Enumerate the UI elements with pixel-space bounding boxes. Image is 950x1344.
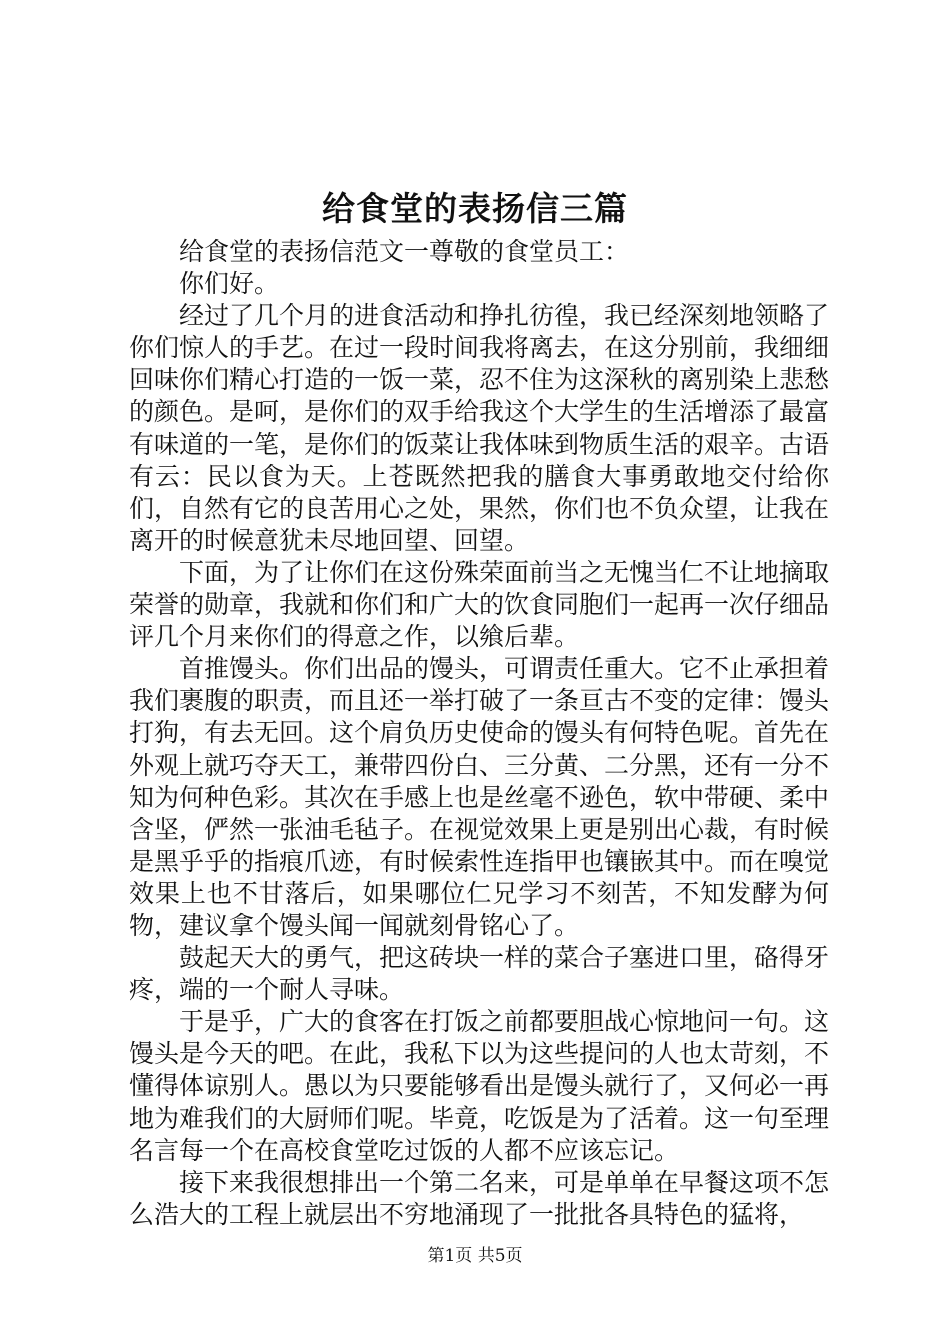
document-title: 给食堂的表扬信三篇 [322,189,628,228]
paragraph: 首推馒头。你们出品的馒头，可谓责任重大。它不止承担着我们裹腹的职责，而且还一举打破了一条亘古不变的定律：馒头打狗，有去无回。这个肩负历史使命的馒头有何特色呢。首先在外观上就巧夺天工，兼带四份白、三分黄、二分黑，还有一分不知为何种色彩。其次在手感上也是丝毫不逊色，软中带硬、柔中含坚，俨然一张油毛毡子。在视觉效果上更是别出心裁，有时候是黑乎乎的指痕爪迹，有时候索性连指甲也镶嵌其中。而在嗅觉效果上也不甘落后，如果哪位仁兄学习不刻苦，不知发酵为何物，建议拿个馒头闻一闻就刻骨铭心了。 [129,654,830,940]
paragraph-salutation: 给食堂的表扬信范文一尊敬的食堂员工： [179,237,630,266]
paragraph: 经过了几个月的进食活动和挣扎彷徨，我已经深刻地领略了你们惊人的手艺。在过一段时间我将离去，在这分别前，我细细回味你们精心打造的一饭一菜，忍不住为这深秋的离别染上悲愁的颜色。是呵，是你们的双手给我这个大学生的生活增添了最富有味道的一笔，是你们的饭菜让我体味到物质生活的艰辛。古语有云：民以食为天。上苍既然把我的膳食大事勇敢地交付给你们，自然有它的良苦用心之处，果然，你们也不负众望，让我在离开的时候意犹未尽地回望、回望。 [129,301,830,555]
paragraph: 于是乎，广大的食客在打饭之前都要胆战心惊地问一句。这馒头是今天的吧。在此，我私下以为这些提问的人也太苛刻，不懂得体谅别人。愚以为只要能够看出是馒头就行了，又何必一再地为难我们的大厨师们呢。毕竟，吃饭是为了活着。这一句至理名言每一个在高校食堂吃过饭的人都不应该忘记。 [129,1007,830,1165]
paragraph: 下面，为了让你们在这份殊荣面前当之无愧当仁不让地摘取荣誉的勋章，我就和你们和广大的饮食同胞们一起再一次仔细品评几个月来你们的得意之作，以飨后辈。 [129,557,830,652]
paragraph: 接下来我很想排出一个第二名来，可是单单在早餐这项不怎么浩大的工程上就层出不穷地涌现了一批批各具特色的猛将， [129,1167,830,1229]
page-number-footer: 第1页 共5页 [427,1246,523,1266]
paragraph: 鼓起天大的勇气，把这砖块一样的菜合子塞进口里，硌得牙疼，端的一个耐人寻味。 [129,943,830,1005]
paragraph-greeting: 你们好。 [179,269,280,299]
document-body [129,236,829,1231]
